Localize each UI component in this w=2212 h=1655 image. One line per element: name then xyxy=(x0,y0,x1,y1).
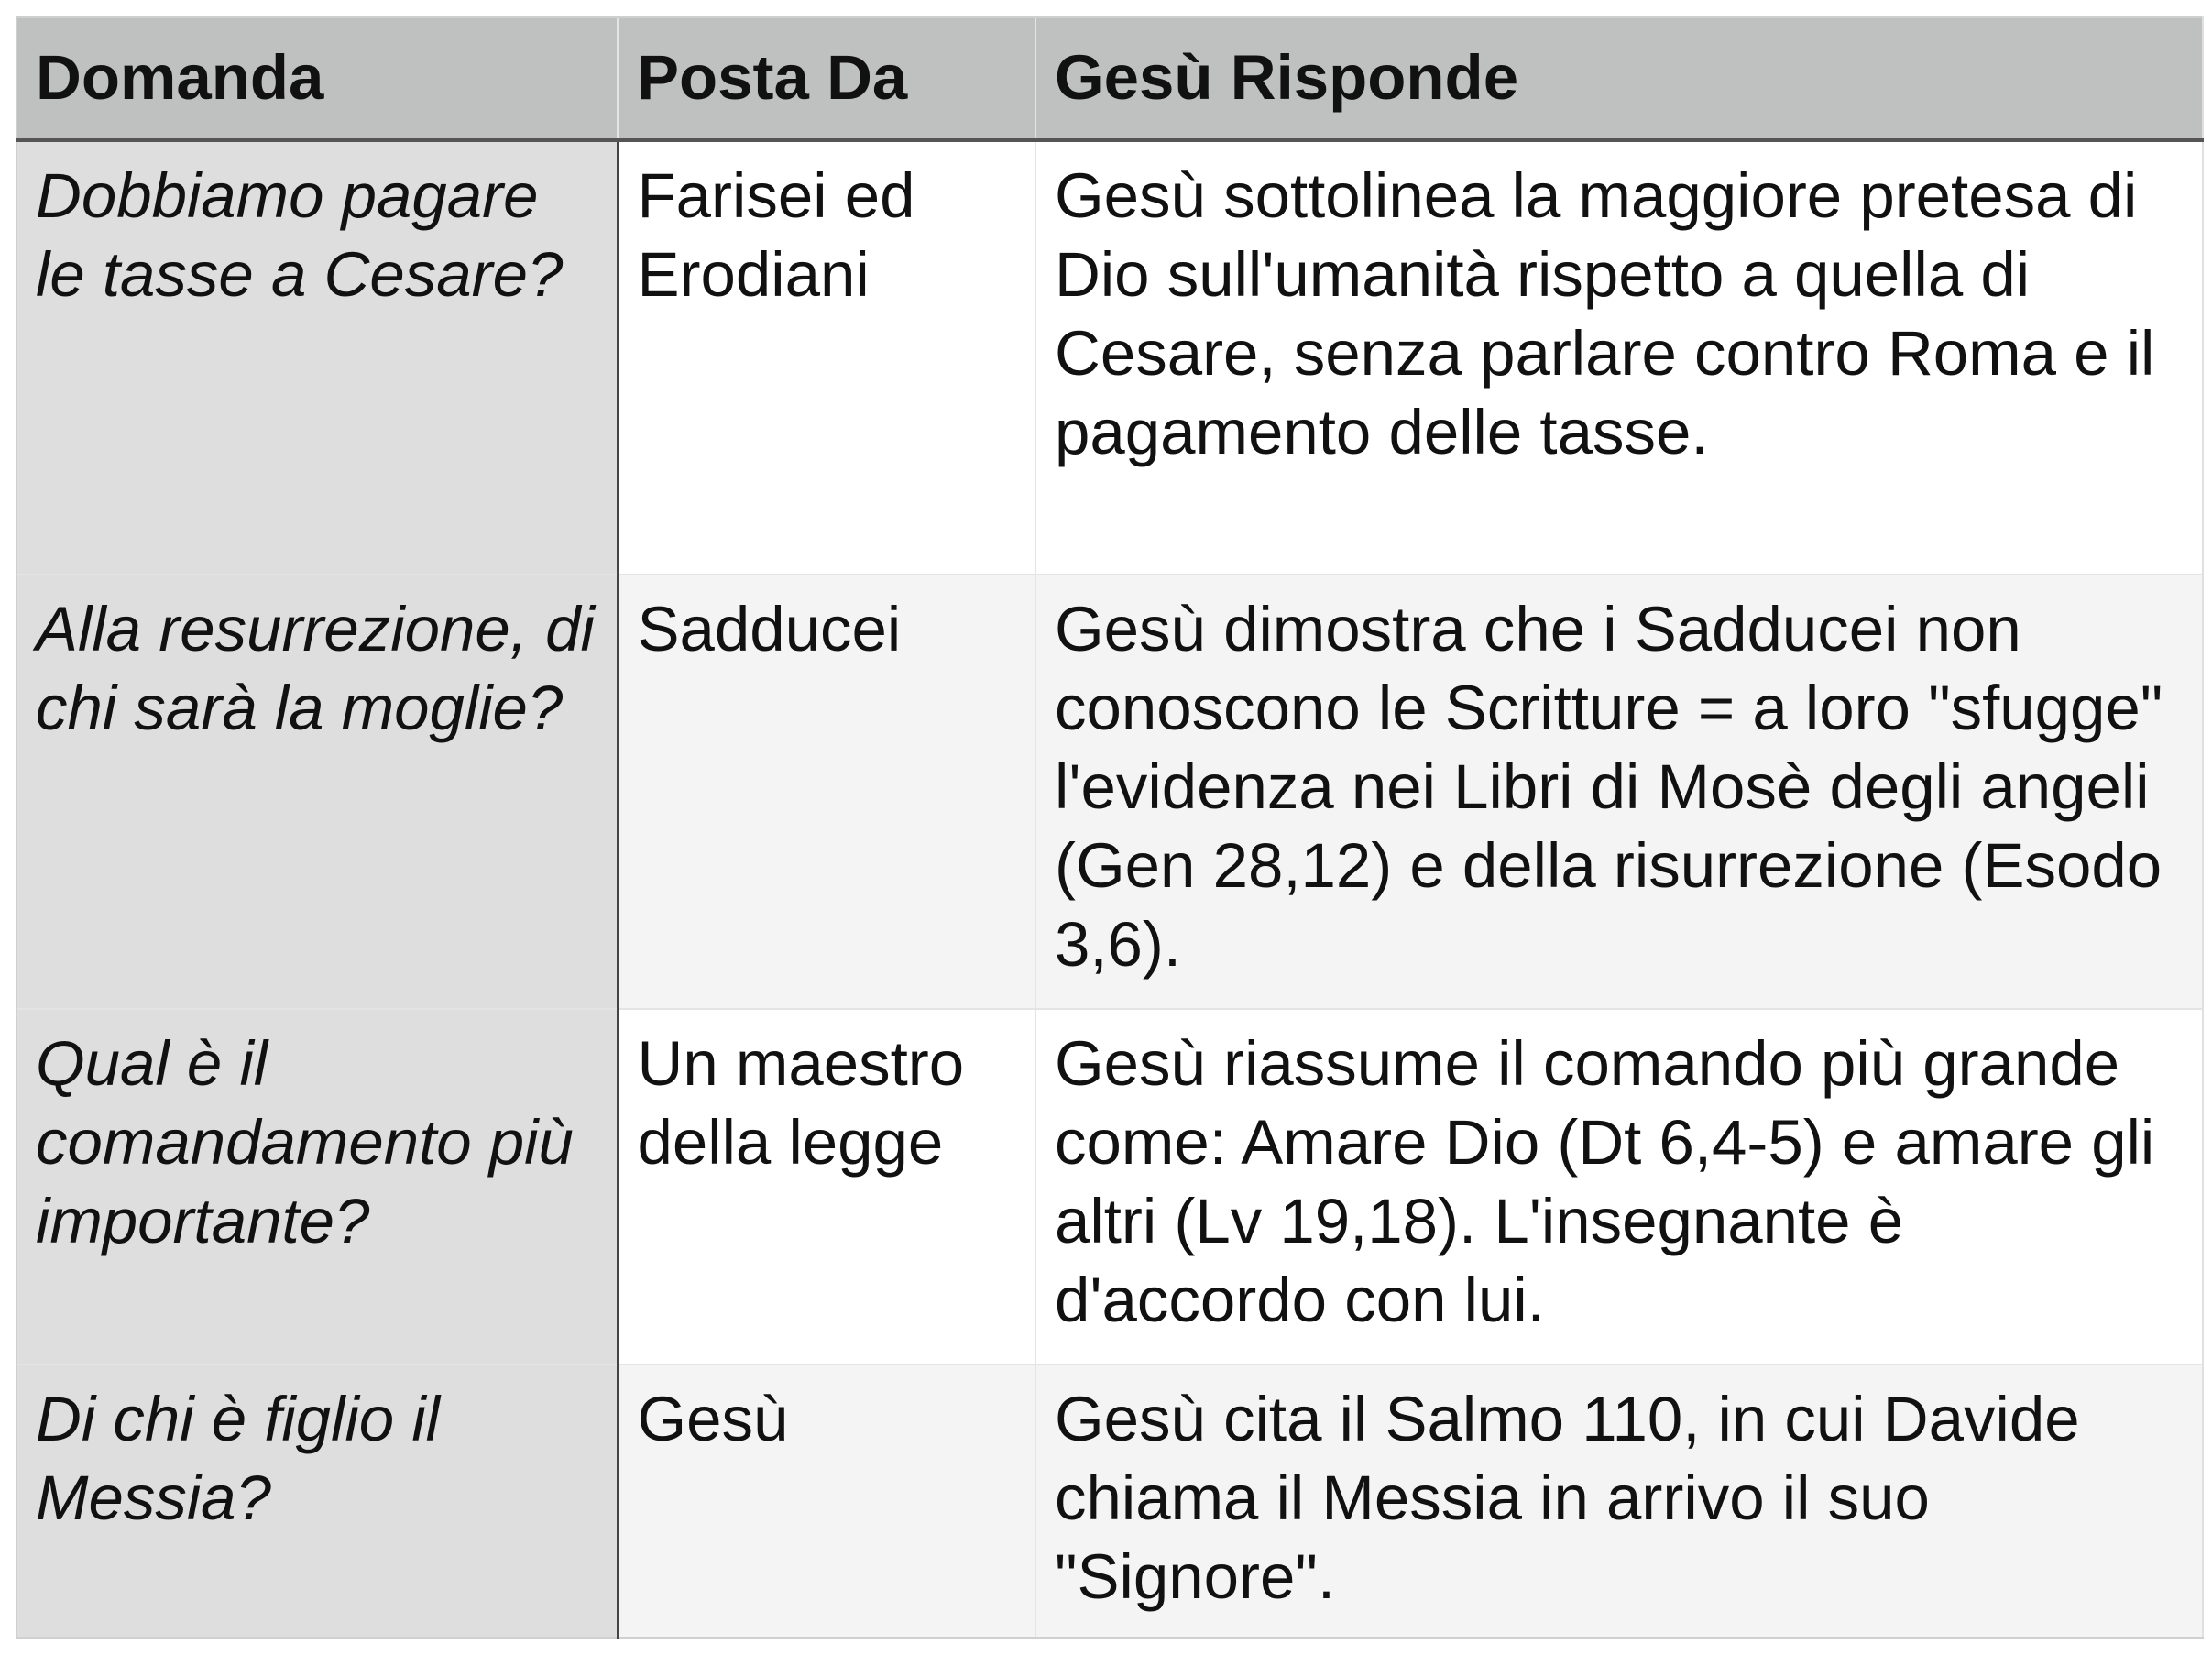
answer-cell: Gesù cita il Salmo 110, in cui Davide chiama il Messia in arrivo il suo "Signore". xyxy=(1035,1365,2203,1638)
table-row xyxy=(16,1365,2203,1638)
questions-table xyxy=(16,16,2204,1639)
header-posta-da: Posta Da xyxy=(618,17,1035,140)
question-cell: Alla resurrezione, di chi sarà la moglie? xyxy=(16,575,618,1009)
header-gesu-risponde: Gesù Risponde xyxy=(1035,17,2203,140)
header-row xyxy=(16,17,2203,140)
question-cell: Qual è il comandamento più importante? xyxy=(16,1009,618,1365)
question-cell: Dobbiamo pagare le tasse a Cesare? xyxy=(16,140,618,575)
answer-cell: Gesù riassume il comando più grande come: Amare Dio (Dt 6,4-5) e amare gli altri (Lv 19,18). L'insegnante è d'accordo con lui. xyxy=(1035,1009,2203,1365)
table-container xyxy=(16,16,2202,1637)
table-row xyxy=(16,1009,2203,1365)
table-row xyxy=(16,140,2203,575)
header-domanda: Domanda xyxy=(16,17,618,140)
answer-cell: Gesù sottolinea la maggiore pretesa di Dio sull'umanità rispetto a quella di Cesare, senza parlare contro Roma e il pagamento delle tasse. xyxy=(1035,140,2203,575)
answer-cell: Gesù dimostra che i Sadducei non conoscono le Scritture = a loro "sfugge" l'evidenza nei Libri di Mosè degli angeli (Gen 28,12) e della risurrezione (Esodo 3,6). xyxy=(1035,575,2203,1009)
question-cell: Di chi è figlio il Messia? xyxy=(16,1365,618,1638)
asked-by-cell: Farisei ed Erodiani xyxy=(618,140,1035,575)
asked-by-cell: Un maestro della legge xyxy=(618,1009,1035,1365)
asked-by-cell: Gesù xyxy=(618,1365,1035,1638)
asked-by-cell: Sadducei xyxy=(618,575,1035,1009)
table-row xyxy=(16,575,2203,1009)
